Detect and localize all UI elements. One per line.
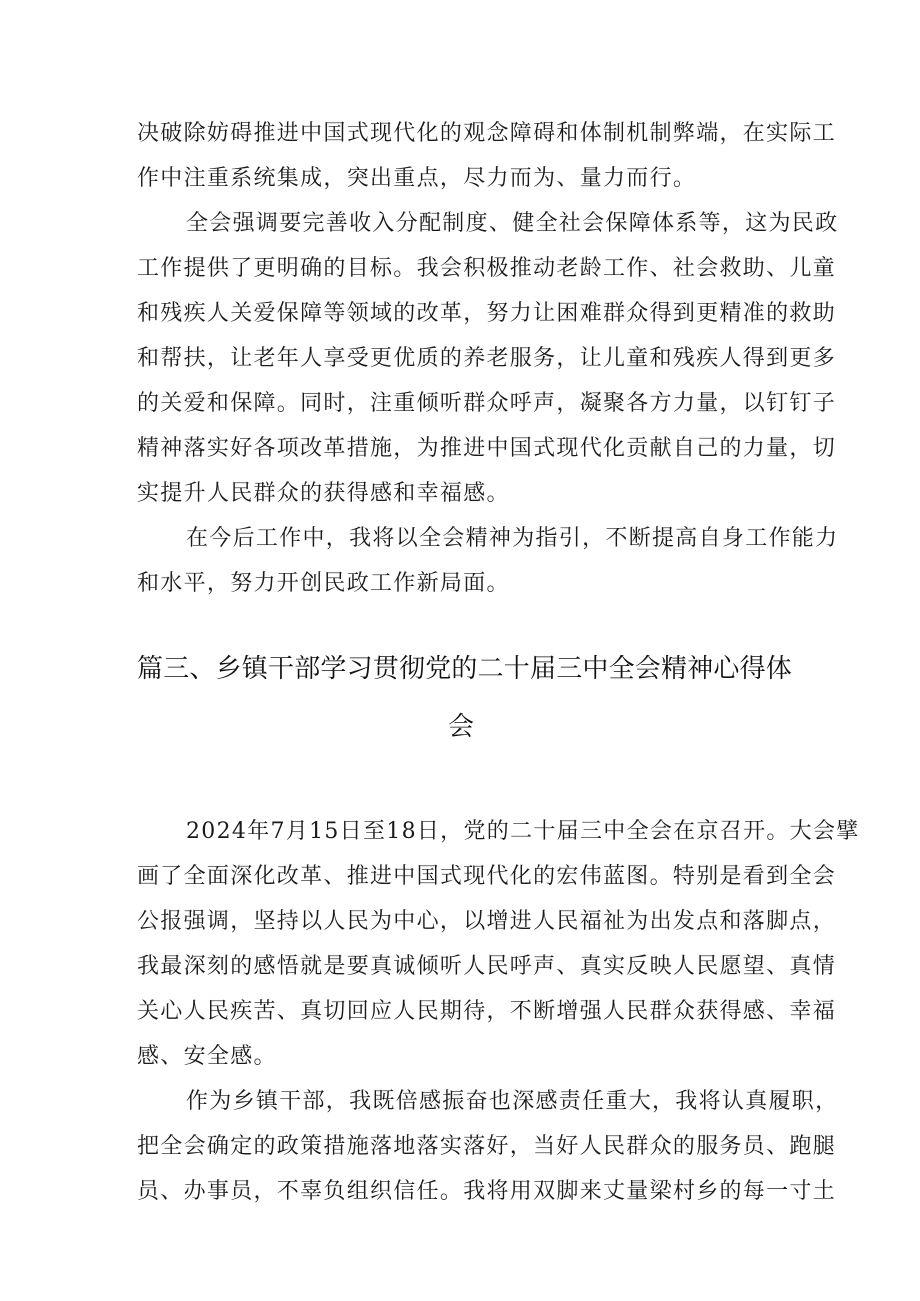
- paragraph-line: 2024年7月15日至18日，党的二十届三中全会在京召开。大会擘: [186, 819, 860, 844]
- paragraph-line: 和残疾人关爱保障等领域的改革，努力让困难群众得到更精准的救助: [137, 301, 837, 326]
- paragraph-line: 感、安全感。: [137, 1044, 277, 1069]
- paragraph-line: 决破除妨碍推进中国式现代化的观念障碍和体制机制弊端，在实际工: [137, 121, 837, 146]
- section-heading: 篇三、乡镇干部学习贯彻党的二十届三中全会精神心得体: [137, 654, 793, 684]
- paragraph-line: 在今后工作中，我将以全会精神为指引，不断提高自身工作能力: [186, 526, 839, 551]
- paragraph-line: 工作提供了更明确的目标。我会积极推动老龄工作、社会救助、儿童: [137, 256, 837, 281]
- paragraph-line: 公报强调，坚持以人民为中心，以增进人民福祉为出发点和落脚点，: [137, 909, 837, 934]
- paragraph-line: 员、办事员，不辜负组织信任。我将用双脚来丈量梁村乡的每一寸土: [137, 1179, 837, 1204]
- paragraph-line: 全会强调要完善收入分配制度、健全社会保障体系等，这为民政: [186, 211, 839, 236]
- paragraph-line: 画了全面深化改革、推进中国式现代化的宏伟蓝图。特别是看到全会: [137, 864, 837, 889]
- section-heading-continuation: 会: [448, 712, 475, 742]
- paragraph-line: 实提升人民群众的获得感和幸福感。: [137, 481, 510, 506]
- paragraph-line: 把全会确定的政策措施落地落实落好，当好人民群众的服务员、跑腿: [137, 1134, 837, 1159]
- paragraph-line: 的关爱和保障。同时，注重倾听群众呼声，凝聚各方力量，以钉钉子: [137, 391, 837, 416]
- paragraph-line: 我最深刻的感悟就是要真诚倾听人民呼声、真实反映人民愿望、真情: [137, 954, 837, 979]
- paragraph-line: 和水平，努力开创民政工作新局面。: [137, 571, 510, 596]
- paragraph-line: 作中注重系统集成，突出重点，尽力而为、量力而行。: [137, 166, 697, 191]
- paragraph-line: 和帮扶，让老年人享受更优质的养老服务，让儿童和残疾人得到更多: [137, 346, 837, 371]
- paragraph-line: 关心人民疾苦、真切回应人民期待，不断增强人民群众获得感、幸福: [137, 999, 837, 1024]
- paragraph-line: 作为乡镇干部，我既倍感振奋也深感责任重大，我将认真履职，: [186, 1089, 839, 1114]
- paragraph-line: 精神落实好各项改革措施，为推进中国式现代化贡献自己的力量，切: [137, 436, 837, 461]
